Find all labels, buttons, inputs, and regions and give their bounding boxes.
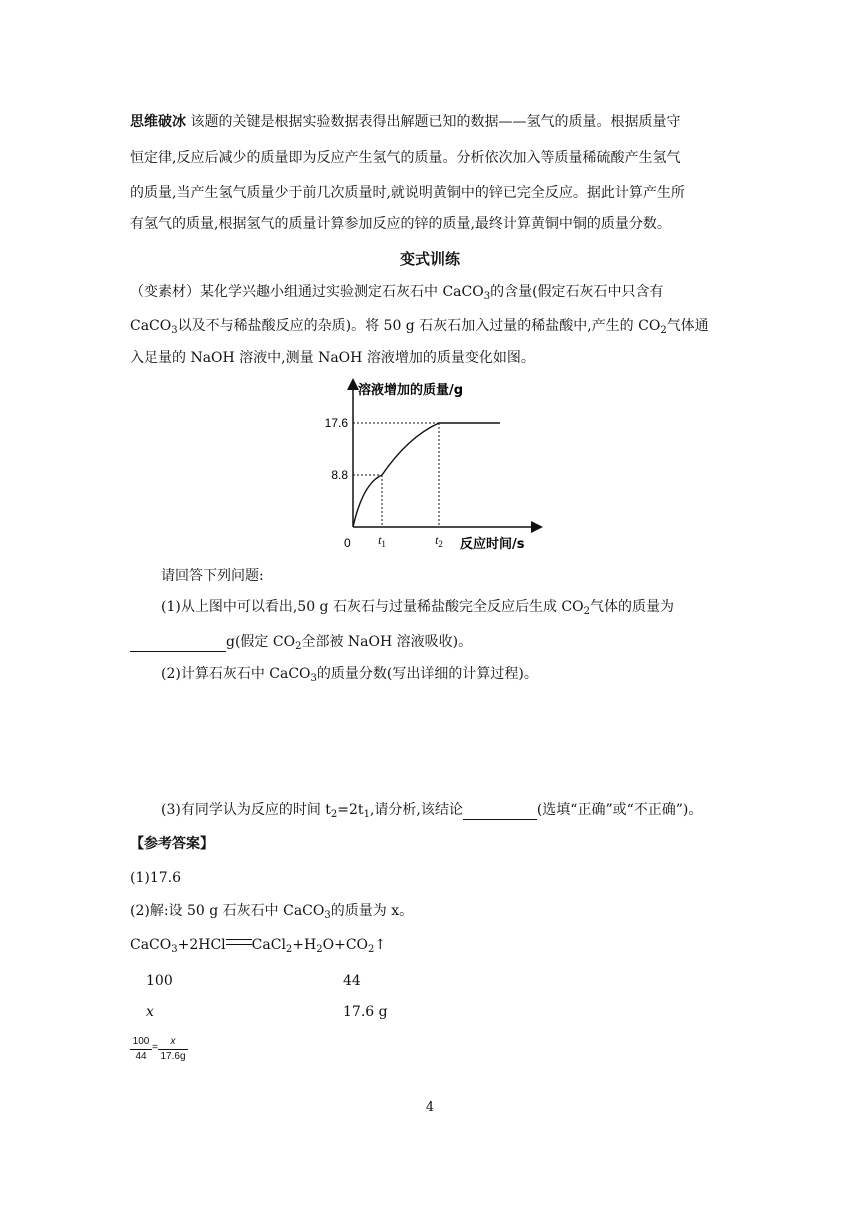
mass-time-chart [322,377,552,557]
question-text: ,请分析,该结论 [369,802,463,818]
problem-text: 的含量(假定石灰石中只含有 [490,284,664,300]
question-1-line-2 [130,632,730,652]
answer-blank-1[interactable] [130,635,226,652]
equals-sign: = [152,1042,158,1053]
answer-text: 的质量为 x。 [330,903,414,919]
fraction-bar [158,1049,188,1050]
question-text: =2t [337,802,364,818]
question-2 [161,664,761,684]
subscript: 2 [660,325,667,336]
question-text: g(假定 CO [226,634,296,650]
question-text: (2)计算石灰石中 CaCO [161,666,311,682]
question-text: (1)从上图中可以看出,50 g 石灰石与过量稀盐酸完全反应后生成 CO [161,599,584,615]
answer-blank-3[interactable] [463,803,537,820]
question-text: 的质量分数(写出详细的计算过程)。 [316,666,538,682]
subscript: 2 [295,641,302,652]
fraction-numerator: x [170,1036,176,1047]
analysis-line-3: 的质量,当产生氢气质量少于前几次质量时,就说明黄铜中的锌已完全反应。据此计算产生所 [130,185,685,201]
answer-heading: 【参考答案】 [130,836,214,852]
equation-part: CaCl [251,937,286,953]
gas-arrow: ↑ [374,937,387,953]
chemical-equation [130,935,730,955]
subscript: 2 [583,606,590,617]
questions-prompt: 请回答下列问题: [161,568,264,584]
subscript: 3 [324,910,331,921]
analysis-line-4: 有氢气的质量,根据氢气的质量计算参加反应的锌的质量,最终计算黄铜中铜的质量分数。 [130,216,671,232]
problem-text: CaCO [130,318,172,334]
fraction-bar [130,1049,152,1050]
subscript: 3 [310,673,317,684]
origin-label: 0 [344,536,351,550]
equation-part: +H [292,937,317,953]
problem-line-3: 入足量的 NaOH 溶液中,测量 NaOH 溶液增加的质量变化如图。 [130,350,535,366]
unknown-x: x [146,1004,154,1020]
subscript: 2 [316,944,323,955]
subscript: 3 [171,944,178,955]
subscript: 1 [363,809,370,820]
problem-text: （变素材）某化学兴趣小组通过实验测定石灰石中 CaCO [130,284,484,300]
answer-2-intro [130,901,730,921]
question-text: (选填“正确”或“不正确”)。 [536,802,703,818]
question-3 [161,800,761,820]
x-tick-label: $t_2$ [435,533,443,549]
equation-double-line [226,939,252,945]
fraction-denominator: 17.6g [160,1051,186,1062]
analysis-label: 思维破冰 [130,114,186,130]
question-text: 气体的质量为 [589,599,674,615]
analysis-line-2: 恒定律,反应后减少的质量即为反应产生氢气的质量。分析依次加入等质量稀硫酸产生氢气 [130,150,681,166]
co2-mass: 17.6 g [343,1004,388,1020]
subscript: 2 [330,809,338,820]
caco3-molar-mass: 100 [146,973,173,989]
problem-text: 以及不与稀盐酸反应的杂质)。将 50 g 石灰石加入过量的稀盐酸中,产生的 CO [177,318,661,334]
y-axis-label: 溶液增加的质量/g [358,383,464,398]
equation-part: CaCO [130,937,172,953]
fraction-numerator: 100 [132,1036,150,1047]
co2-molar-mass: 44 [343,973,361,989]
question-text: (3)有同学认为反应的时间 t [161,802,331,818]
y-tick-label: 17.6 [324,416,348,430]
question-text: 全部被 NaOH 溶液吸收)。 [301,634,473,650]
subscript: 3 [171,325,178,336]
x-tick-label: $t_1$ [378,533,386,549]
subscript: 3 [483,291,491,302]
fraction-denominator: 44 [135,1051,147,1062]
y-tick-label: 8.8 [331,468,348,482]
question-1-line-1 [161,597,761,617]
analysis-line-1 [130,112,730,132]
subscript: 2 [285,944,293,955]
problem-text: 气体通 [666,318,709,334]
answer-text: (2)解:设 50 g 石灰石中 CaCO [130,903,325,919]
page-number: 4 [425,1100,435,1115]
equation-part: +2HCl [177,937,226,953]
section-title: 变式训练 [399,250,460,268]
problem-line-2 [130,316,730,336]
problem-line-1 [130,282,730,302]
answer-1: (1)17.6 [130,870,182,886]
subscript: 2 [368,944,375,955]
equation-part: O+CO [322,937,369,953]
x-axis-label: 反应时间/s [460,537,525,552]
analysis-text-1: 该题的关键是根据实验数据表得出解题已知的数据——氢气的质量。根据质量守 [190,114,681,130]
